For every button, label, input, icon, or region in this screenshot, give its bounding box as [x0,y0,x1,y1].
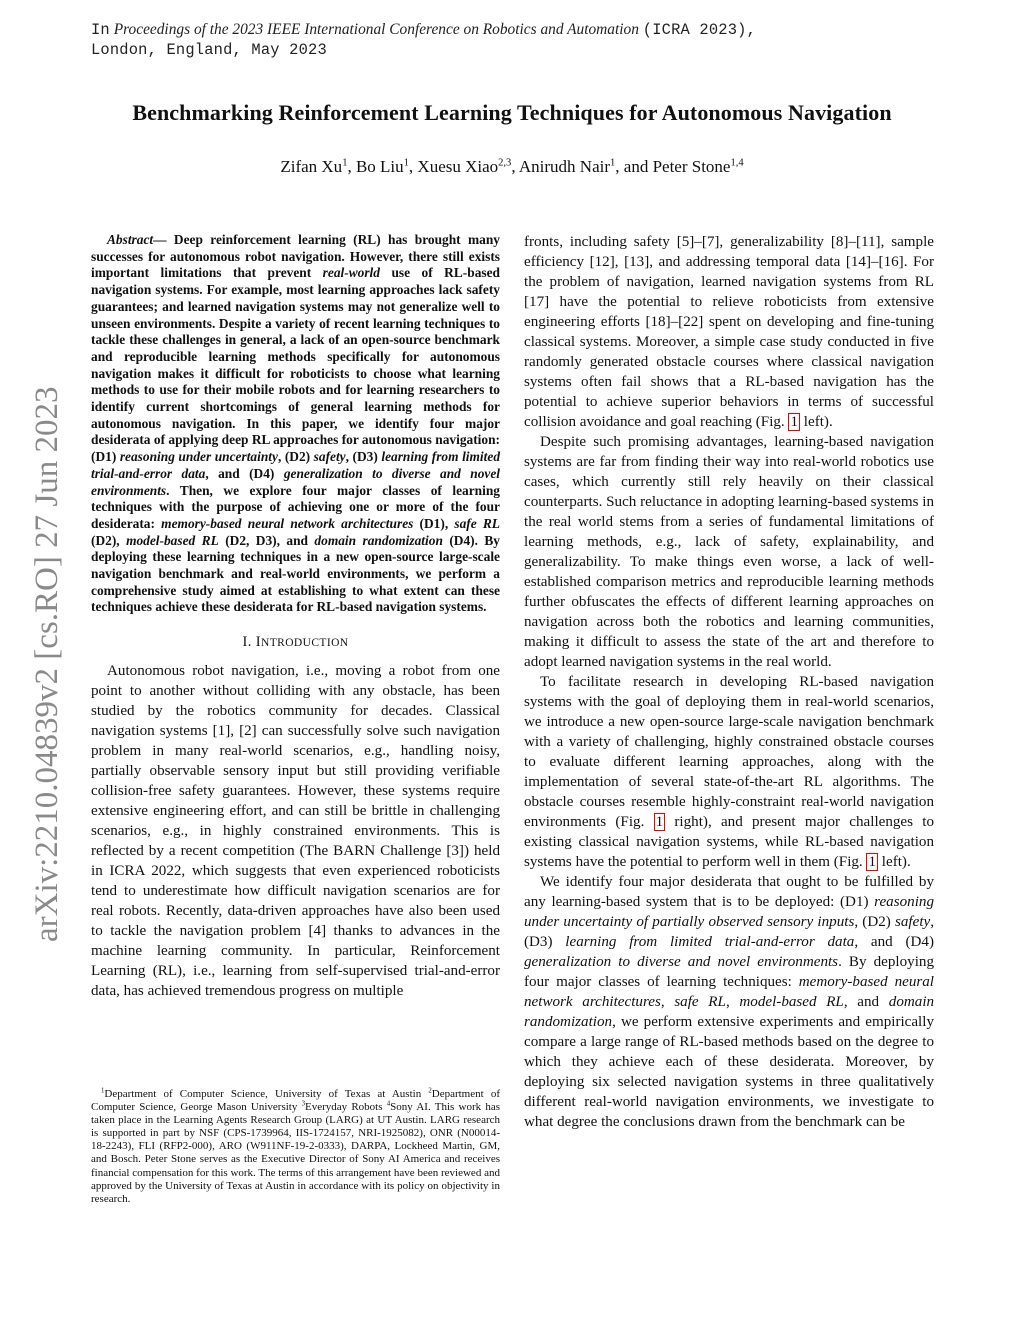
section-title-rest: NTRODUCTION [261,637,349,650]
author-affiliation: 1,4 [730,157,744,169]
paper-title: Benchmarking Reinforcement Learning Techniques for Autonomous Navigation [132,100,892,125]
author-affiliation: 1 [610,157,616,169]
abstract-emphasis: domain randomization [314,532,443,548]
section-first-letter: I [255,634,262,651]
header-proceedings: Proceedings of the 2023 IEEE International Conference on Robotics and Automation [113,21,639,38]
abstract-text: , and (D4) [205,465,284,481]
abstract-emphasis: learning from limited trial-and-error data [91,449,501,481]
paragraph-text: fronts, including safety [5]–[7], generalizability [8]–[11], sample efficiency [12], [13], and addressing temporal data [14]–[16]. For the problem of navigation, learned navigation systems from RL [17] have the potential to relieve roboticists from extensive engineering efforts [18]–[22] spent on developing and fine-tuning classical systems. Moreover, a simple case study conducted in five randomly generated obstacle courses where classical navigation systems often fail shows that a RL-based navigation has the potential to achieve superior behaviors in terms of successful collision avoidance and goal reaching (Fig. [524,234,934,430]
paragraph-text: , (D3) [524,914,934,950]
footnote-segment: Everyday Robots [304,1101,387,1114]
author-affiliation: 1 [403,157,409,169]
intro-paragraph-3: Despite such promising advantages, learning-based navigation systems are far from finding their way into real-world robotics use cases, which currently still rely heavily on their classical counterparts. Such reluctance in adopting learning-based systems in the real world stems from a series of fundamental limitations of learning methods, e.g., lack of safety, explainability, and generalizability. To make things even worse, a lack of well-established comparison metrics and reproducible learning methods further obfuscates the effects of different learning approaches on navigation across both the robotics and learning communities, making it difficult to assess the state of the art and therefore to adopt learned navigation systems in the real world. [524,434,934,670]
paragraph-text: , and (D4) [854,934,934,950]
paragraph-emphasis: reasoning under uncertainty of partially observed sensory inputs [524,894,934,930]
abstract-text: Deep reinforcement learning (RL) has brought many successes for autonomous robot navigation. However, there still exists important limitations that prevent [91,232,500,281]
abstract-emphasis: model-based RL [126,532,219,548]
author-affiliation: 1 [342,157,348,169]
abstract-text: , (D2) [277,449,314,465]
paragraph-emphasis: safe RL [674,994,726,1010]
intro-paragraph-4 [524,672,934,872]
abstract-emphasis: real-world [322,265,380,281]
author-affiliation: 2,3 [498,157,512,169]
footnote-marker: 2 [428,1087,432,1095]
footnote-segment: Department of Computer Science, University of Texas at Austin [104,1088,429,1100]
abstract-emphasis: generalization to diverse and novel environments [91,465,501,498]
paragraph-emphasis: generalization to diverse and novel environments [524,954,839,970]
footnote-marker: 3 [301,1100,305,1108]
abstract-label: Abstract [107,232,154,247]
author-name: Zifan Xu [280,157,343,176]
abstract-text: , (D3) [345,449,382,465]
right-column [524,232,934,1132]
left-column [91,232,500,1001]
paragraph-text: , we perform extensive experiments and empirically compare a large range of RL-based methods based on the degree to which they achieve each of these desiderata. Moreover, by deploying six selected navigation systems in three qualitatively different real-world navigation environments, we investigate to what degree the conclusions drawn from the benchmark can be [524,1014,934,1130]
figure-1-link[interactable]: 1 [868,854,877,870]
author-name: Anirudh Nair [518,157,611,176]
section-heading-introduction [91,634,500,651]
abstract-text: . Then, we explore four major classes of learning techniques with the purpose of achieving one or more of the four desiderata: [91,482,500,531]
figure-1-link[interactable]: 1 [790,414,799,430]
section-numeral: I. [242,634,252,651]
author-name: Peter Stone [652,157,731,176]
author-name: Bo Liu [355,157,404,176]
abstract-text: (D2, D3), and [218,532,315,548]
footnote-text [91,1088,500,1206]
abstract-text: (D1), [413,515,455,531]
abstract-emphasis: memory-based neural network architectures [161,515,414,531]
paragraph-emphasis: memory-based neural network architectures [524,974,934,1010]
header-line-1 [91,20,951,40]
abstract-text: (D2), [91,532,127,548]
header-location: London, England, May 2023 [91,41,327,59]
footnote-segment: Sony AI. This work has taken place in the Learning Agents Research Group (LARG) at UT Austin. LARG research is supported in part by NSF (CPS-1739964, IIS-1724157, NRI-1925082), ONR (N00014-18-2243), FLI (RFP2-000), ARO (W911NF-19-2-0333), DARPA, Lockheed Martin, GM, and Bosch. Peter Stone serves as the Executive Director of Sony AI America and receives financial compensation for this work. The terms of this arrangement have been reviewed and approved by the University of Texas at Austin in accordance with its policy on objectivity in research. [91,1101,500,1205]
footnote-marker: 1 [101,1087,105,1095]
paragraph-text: left). [878,854,911,870]
intro-paragraph-5 [524,872,934,1132]
paragraph-text: We identify four major desiderata that ought to be fulfilled by any learning-based system that is to be deployed: (D1) [524,874,934,910]
abstract [91,232,500,616]
intro-paragraph-1: Autonomous robot navigation, i.e., moving a robot from one point to another without colliding with any obstacle, has been studied by the robotics community for decades. Classical navigation systems [1], [2] can successfully solve such navigation problem in many real-world scenarios, e.g., handling noisy, partially observable sensory input but still providing verifiable collision-free safety guarantees. However, these systems require extensive engineering effort, and can still be brittle in challenging scenarios, e.g., in highly constrained environments. This is reflected by a recent competition (The BARN Challenge [3]) held in ICRA 2022, which suggests that even experienced roboticists tend to underestimate how difficult navigation scenarios are for real robots. Recently, data-driven approaches have also been used to tackle the navigation problem [4] thanks to advances in the machine learning community. In particular, Reinforcement Learning (RL), i.e., learning from self-supervised trial-and-error data, has achieved tremendous progress on multiple [91,663,500,1000]
abstract-dash: — [153,232,167,247]
header-prefix: In [91,21,110,39]
author-name: Xuesu Xiao [417,157,499,176]
abstract-text: (D4). By deploying these learning techniques in a new open-source large-scale navigation benchmark and real-world environments, we perform a comprehensive study aimed at establishing to what extent can these techniques achieve these desiderata for RL-based navigation systems. [91,532,500,615]
paragraph-text: left). [800,414,833,430]
paragraph-text: right), and present major challenges to existing classical navigation systems, while RL-based navigation systems have the potential to perform well in them (Fig. [524,814,934,870]
footnote-marker: 4 [386,1100,391,1108]
affiliation-footnote [91,1088,500,1206]
author-separator: , [347,157,356,176]
paragraph-text: To facilitate research in developing RL-based navigation systems with the goal of deploying them in real-world scenarios, we introduce a new open-source large-scale navigation benchmark with a variety of challenging, highly constrained obstacle courses to evaluate different learning approaches, along with the implementation of several state-of-the-art RL algorithms. The obstacle courses resemble highly-constraint real-world navigation environments (Fig. [524,674,934,830]
footnote-segment: Department of Computer Science, George Mason University [91,1088,500,1114]
abstract-emphasis: reasoning under uncertainty [119,449,278,465]
abstract-text: use of RL-based navigation systems. For example, most learning approaches lack safety guarantees; and learned navigation systems may not generalize well to unseen environments. Despite a variety of recent learning techniques to tackle these challenges in general, a lack of an open-source benchmark and reproducible learning methods specifically for autonomous navigation makes it difficult for roboticists to choose what learning methods to use for their mobile robots and for learning researchers to identify current shortcomings of general learning methods for autonomous navigation. In this paper, we identify four major desiderata of applying deep RL approaches for autonomous navigation: (D1) [91,265,500,465]
arxiv-stamp: arXiv:2210.04839v2 [cs.RO] 27 Jun 2023 [29,386,65,942]
paragraph-emphasis: safety [895,914,931,930]
intro-paragraph-2 [524,232,934,432]
paragraph-emphasis: domain randomization [524,994,935,1030]
abstract-emphasis: safe RL [454,515,500,531]
header-conf-abbrev: (ICRA 2023), [642,21,757,39]
paragraph-text: , and [843,994,889,1010]
paragraph-text: , (D2) [854,914,895,930]
paragraph-emphasis: model-based RL [739,994,844,1010]
paragraph-emphasis: learning from limited trial-and-error data [565,934,855,950]
abstract-emphasis: safety [313,449,346,465]
paragraph-text: , [660,994,675,1010]
author-separator: , and [615,157,653,176]
author-separator: , [511,157,519,176]
proceedings-header [91,20,951,60]
paragraph-text: , [725,994,740,1010]
paragraph-text: . By deploying four major classes of learning techniques: [524,954,934,990]
figure-1-link[interactable]: 1 [655,814,664,830]
author-separator: , [408,157,418,176]
author-list [0,157,1024,177]
